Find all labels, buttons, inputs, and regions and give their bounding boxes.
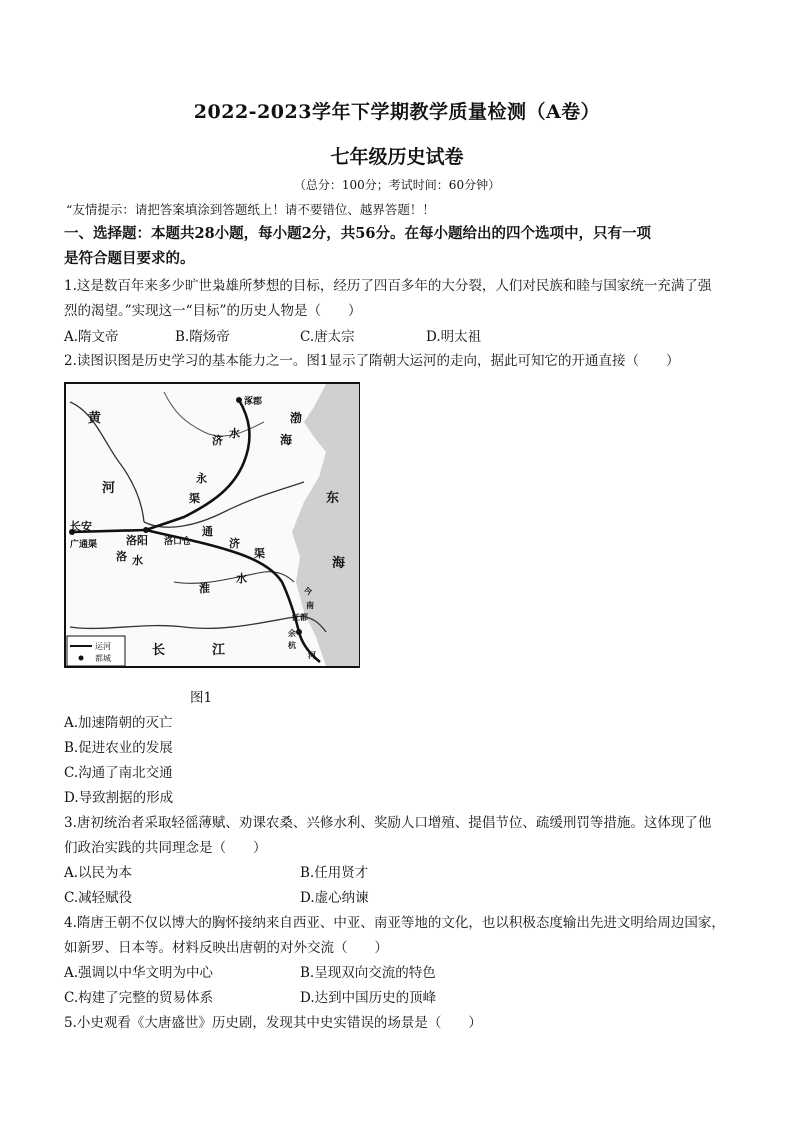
- section-heading-line1: 一、选择题：本题共28小题，每小题2分，共56分。在每小题给出的四个选项中，只有一项: [64, 225, 651, 242]
- q4-stem-line2: 如新罗、日本等。材料反映出唐朝的对外交流（ ）: [64, 940, 388, 956]
- legend-canal-label: 运河: [95, 642, 111, 651]
- q5-stem: 5.小史观看《大唐盛世》历史剧，发现其中史实错误的场景是（ ）: [64, 1015, 482, 1031]
- q1-option-b: B.隋炀帝: [175, 329, 230, 345]
- q1-stem-line2: 烈的渴望。”实现这一“目标”的历史人物是（ ）: [64, 303, 362, 319]
- label-luo: 洛: [116, 550, 127, 563]
- label-jiangdu: 江都: [292, 612, 308, 622]
- q3-stem-line1: 3.唐初统治者采取轻徭薄赋、劝课农桑、兴修水利、奖励人口增殖、提倡节位、疏缓刑罚等措施。这体现了他: [64, 815, 712, 831]
- label-hang: 杭: [288, 640, 296, 650]
- label-qu2: 渠: [254, 547, 265, 560]
- q3-option-c: C.减轻赋役: [64, 890, 133, 906]
- q2-stem: 2.读图识图是历史学习的基本能力之一。图1显示了隋朝大运河的走向，据此可知它的开通直接（ ）: [64, 353, 680, 369]
- q2-option-c: C.沟通了南北交通: [64, 765, 173, 781]
- q4-option-c: C.构建了完整的贸易体系: [64, 990, 214, 1006]
- legend-city-dot: [79, 656, 84, 661]
- label-shui3: 水: [236, 572, 247, 585]
- label-tong: 通: [202, 525, 213, 538]
- label-changan: 长安: [70, 520, 92, 533]
- label-he: 河: [102, 481, 116, 496]
- label-hai2: 海: [332, 556, 346, 571]
- q3-stem-line2: 们政治实践的共同理念是（ ）: [64, 840, 267, 856]
- friendly-tip: “友情提示：请把答案填涂到答题纸上！请不要错位、越界答题！！: [66, 202, 435, 217]
- q1-option-d: D.明太祖: [426, 329, 482, 345]
- zhuojun-marker: [236, 397, 242, 403]
- q2-option-a: A.加速隋朝的灭亡: [64, 715, 173, 731]
- label-zhuojun: 涿郡: [244, 397, 263, 407]
- exam-subtitle: 七年级历史试卷: [330, 146, 464, 168]
- label-jin: 今: [304, 586, 312, 596]
- q3-option-b: B.任用贤才: [300, 865, 369, 881]
- label-huai: 淮: [199, 582, 210, 595]
- label-yu: 余: [288, 628, 296, 638]
- q4-option-d: D.达到中国历史的顶峰: [300, 990, 437, 1006]
- q1-stem-line1: 1.这是数百年来多少旷世枭雄所梦想的目标，经历了四百多年的大分裂，人们对民族和睦与国家统一充满了强: [64, 278, 712, 294]
- label-ji: 济: [212, 434, 223, 447]
- jiangdu-marker: [296, 629, 302, 635]
- grand-canal-map: [64, 382, 360, 668]
- label-he2: 河: [308, 650, 316, 660]
- label-luokou: 洛口仓: [164, 537, 192, 547]
- label-yong: 永: [196, 472, 207, 485]
- q2-option-d: D.导致割据的形成: [64, 790, 174, 806]
- exam-meta: （总分：100分；考试时间：60分钟）: [293, 178, 501, 192]
- label-jiang: 江: [212, 643, 226, 658]
- q4-option-a: A.强调以中华文明为中心: [64, 965, 214, 981]
- luoyang-marker: [143, 527, 149, 533]
- q2-option-b: B.促进农业的发展: [64, 740, 173, 756]
- label-luoyang: 洛阳: [126, 534, 148, 547]
- q1-option-c: C.唐太宗: [300, 329, 355, 345]
- label-bo: 渤: [290, 411, 303, 425]
- label-hai1: 海: [280, 433, 293, 447]
- label-dong: 东: [326, 491, 340, 506]
- q4-stem-line1: 4.隋唐王朝不仅以博大的胸怀接纳来自西亚、中亚、南亚等地的文化，也以积极态度输出先进文明给周边国家，: [64, 915, 725, 931]
- label-chang: 长: [152, 643, 166, 658]
- label-qu1: 渠: [189, 492, 200, 505]
- label-ji2: 济: [229, 537, 240, 550]
- q3-option-a: A.以民为本: [64, 865, 133, 881]
- label-nan: 南: [306, 600, 314, 610]
- label-shui2: 水: [132, 554, 143, 567]
- label-guangtong: 广通渠: [70, 540, 98, 550]
- exam-title: 2022-2023学年下学期教学质量检测（A卷）: [193, 101, 601, 123]
- q4-option-b: B.呈现双向交流的特色: [300, 965, 436, 981]
- section-heading-line2: 是符合题目要求的。: [64, 250, 195, 267]
- legend-city-label: 都城: [95, 654, 111, 663]
- label-huang: 黄: [88, 411, 102, 426]
- q3-option-d: D.虚心纳谏: [300, 890, 369, 906]
- label-shui1: 水: [229, 427, 240, 440]
- figure-caption: 图1: [190, 690, 213, 706]
- q1-option-a: A.隋文帝: [64, 329, 119, 345]
